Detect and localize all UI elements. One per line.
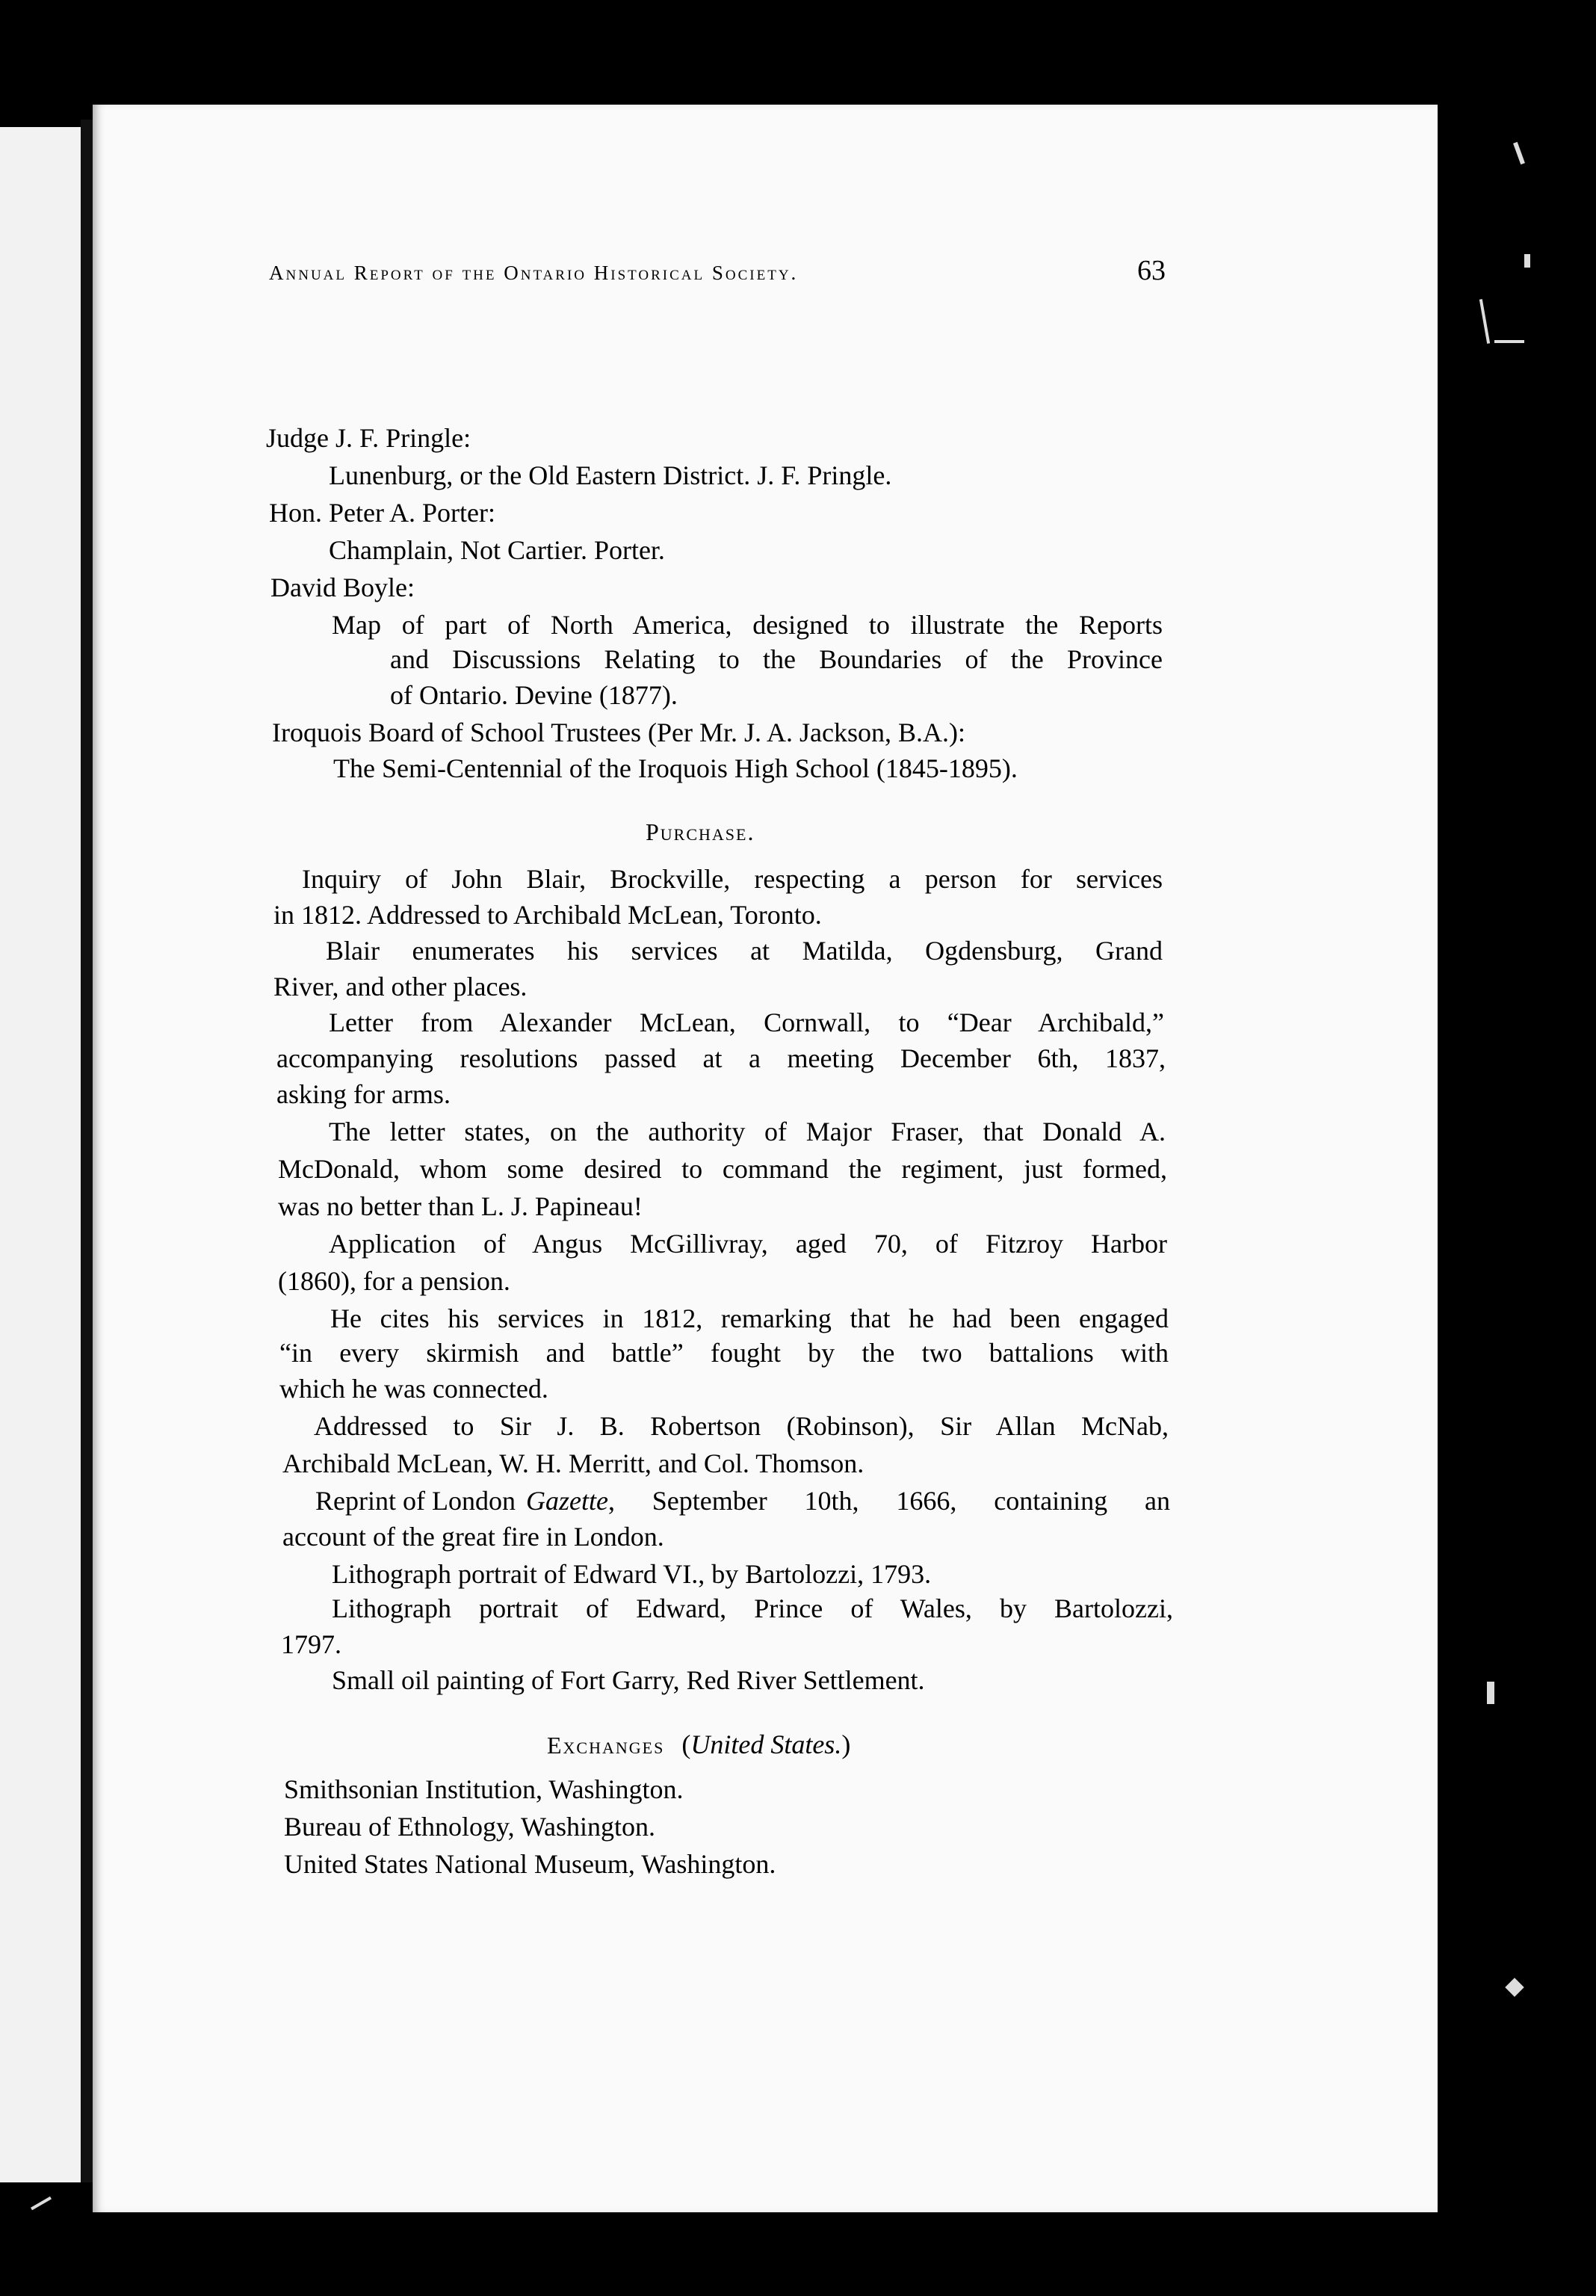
subheading-close-paren: ) — [841, 1729, 851, 1759]
facing-page-edge — [0, 127, 84, 2182]
donation-item: of Ontario. Devine (1877). — [390, 680, 678, 710]
scan-speck — [1524, 254, 1530, 268]
running-head — [269, 254, 1166, 287]
scan-speck — [1479, 299, 1490, 344]
purchase-line: which he was connected. — [279, 1374, 548, 1404]
purchase-line: Small oil painting of Fort Garry, Red River Settlement. — [332, 1665, 925, 1695]
purchase-line: Addressed to Sir J. B. Robertson (Robinson), Sir Allan McNab, — [314, 1411, 1169, 1441]
purchase-line: McDonald, whom some desired to command the regiment, just formed, — [278, 1154, 1167, 1184]
scan-speck — [1513, 142, 1525, 164]
purchase-line: Letter from Alexander McLean, Cornwall, to “Dear Archibald,” — [329, 1007, 1164, 1037]
purchase-line: “in every skirmish and battle” fought by the two battalions with — [279, 1338, 1169, 1368]
donation-item: and Discussions Relating to the Boundaries of the Province — [390, 644, 1163, 674]
scan-speck — [31, 2197, 52, 2210]
donation-item: The Semi-Centennial of the Iroquois High School (1845-1895). — [333, 753, 1018, 783]
book-spine — [81, 120, 93, 2182]
purchase-line-gazette — [315, 1487, 1170, 1514]
donor-pringle: Judge J. F. Pringle: — [266, 423, 471, 453]
purchase-line: River, and other places. — [273, 972, 528, 1002]
purchase-line: Lithograph portrait of Edward VI., by Bartolozzi, 1793. — [332, 1559, 932, 1589]
donor-boyle: David Boyle: — [270, 573, 415, 602]
scan-speck — [1487, 1682, 1494, 1704]
donation-item: Map of part of North America, designed to illustrate the Reports — [332, 610, 1163, 640]
subheading-open-paren: ( — [681, 1729, 691, 1759]
purchase-line: (1860), for a pension. — [278, 1266, 510, 1296]
donor-iroquois-board: Iroquois Board of School Trustees (Per Mr. J. A. Jackson, B.A.): — [272, 718, 965, 747]
purchase-line: Blair enumerates his services at Matilda, Ogdensburg, Grand — [326, 936, 1163, 966]
exchange-item: Bureau of Ethnology, Washington. — [284, 1812, 656, 1842]
purchase-line: Reprint of London — [315, 1486, 516, 1516]
purchase-line: , September 10th, 1666, containing an — [607, 1486, 1170, 1516]
exchange-item: United States National Museum, Washington. — [284, 1849, 776, 1879]
purchase-line: Application of Angus McGillivray, aged 70, of Fitzroy Harbor — [329, 1229, 1167, 1259]
exchanges-heading: Exchanges — [547, 1732, 665, 1759]
purchase-line: The letter states, on the authority of Major Fraser, that Donald A. — [329, 1117, 1166, 1147]
exchanges-subheading: United States. — [690, 1729, 842, 1759]
gazette-title: Gazette — [525, 1486, 608, 1516]
section-heading-purchase: Purchase. — [646, 818, 755, 845]
donation-item: Lunenburg, or the Old Eastern District. J. F. Pringle. — [329, 460, 892, 490]
purchase-line: in 1812. Addressed to Archibald McLean, Toronto. — [273, 900, 822, 930]
donor-porter: Hon. Peter A. Porter: — [269, 498, 495, 528]
purchase-line: accompanying resolutions passed at a meeting December 6th, 1837, — [276, 1043, 1166, 1073]
purchase-line: account of the great fire in London. — [282, 1522, 664, 1552]
running-title: Annual Report of the Ontario Historical Society. — [269, 262, 799, 284]
page-number: 63 — [1137, 255, 1166, 286]
purchase-line: asking for arms. — [276, 1079, 451, 1109]
purchase-line: was no better than L. J. Papineau! — [278, 1191, 643, 1221]
donation-item: Champlain, Not Cartier. Porter. — [329, 535, 665, 565]
purchase-line: He cites his services in 1812, remarking that he had been engaged — [330, 1303, 1169, 1333]
scan-speck — [1505, 1978, 1524, 1996]
section-heading-exchanges — [547, 1731, 850, 1758]
purchase-line: Lithograph portrait of Edward, Prince of Wales, by Bartolozzi, — [332, 1593, 1173, 1623]
purchase-line: Inquiry of John Blair, Brockville, respecting a person for services — [302, 864, 1163, 894]
scan-speck — [1494, 340, 1524, 343]
purchase-line: Archibald McLean, W. H. Merritt, and Col. Thomson. — [282, 1448, 864, 1478]
purchase-line: 1797. — [281, 1629, 341, 1659]
exchange-item: Smithsonian Institution, Washington. — [284, 1774, 684, 1804]
